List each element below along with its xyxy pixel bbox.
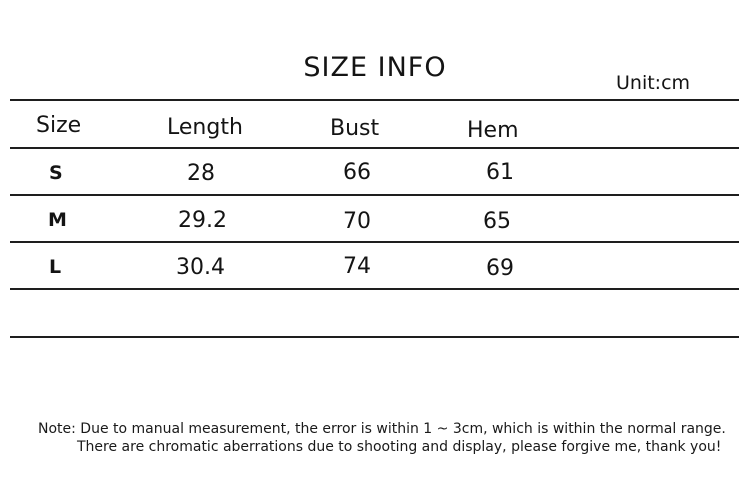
length-cell: 28: [187, 161, 215, 186]
table-rule-row: [10, 288, 739, 290]
bust-cell: 74: [343, 254, 371, 279]
note-line-2: There are chromatic aberrations due to shooting and display, please forgive me, thank you!: [77, 439, 722, 455]
header-hem: Hem: [467, 118, 519, 143]
bust-cell: 66: [343, 160, 371, 185]
table-rule-row: [10, 241, 739, 243]
table-rule-header: [10, 147, 739, 149]
size-cell: S: [49, 162, 63, 184]
unit-label: Unit:cm: [616, 72, 691, 94]
table-rule-row: [10, 194, 739, 196]
header-size: Size: [36, 113, 82, 138]
header-length: Length: [167, 115, 243, 140]
table-rule-top: [10, 99, 739, 101]
length-cell: 30.4: [176, 255, 225, 280]
hem-cell: 69: [486, 256, 514, 281]
page-title: SIZE INFO: [303, 52, 447, 83]
length-cell: 29.2: [178, 208, 227, 233]
hem-cell: 65: [483, 209, 511, 234]
header-bust: Bust: [330, 116, 380, 141]
note-line-1: Note: Due to manual measurement, the error is within 1 ~ 3cm, which is within the normal range.: [38, 421, 726, 437]
size-cell: L: [49, 256, 62, 278]
bust-cell: 70: [343, 209, 371, 234]
table-rule-bottom: [10, 336, 739, 338]
size-cell: M: [48, 209, 67, 231]
hem-cell: 61: [486, 160, 514, 185]
